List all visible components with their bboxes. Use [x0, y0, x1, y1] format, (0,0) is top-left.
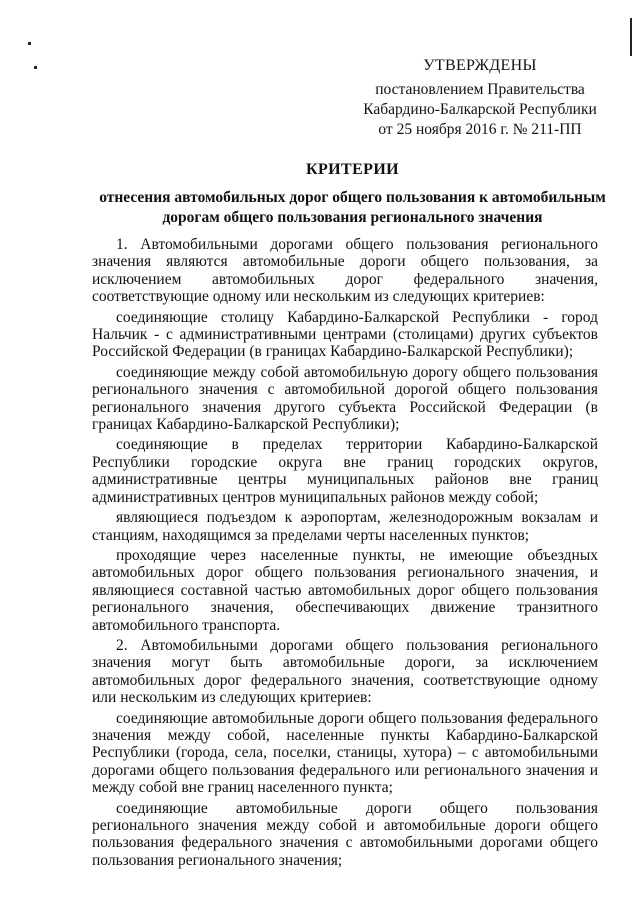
- scan-mark-second: [34, 66, 37, 69]
- document-body: [92, 236, 598, 869]
- approval-stamp: [350, 56, 610, 140]
- paragraph-5: являющиеся подъездом к аэропортам, железнодорожным вокзалам и станциям, находящимся за пределами черты населенных пунктов;: [92, 509, 598, 544]
- scan-edge-line: [630, 18, 632, 56]
- paragraph-4: соединяющие в пределах территории Кабардино-Балкарской Республики городские округа вне границ городских округов, административные центры муниципальных районов вне границ административных центров муниципальных районов между собой;: [92, 436, 598, 506]
- title-main: КРИТЕРИИ: [305, 161, 400, 178]
- approval-line-3: от 25 ноября 2016 г. № 211-ПП: [378, 121, 582, 138]
- paragraph-9: соединяющие автомобильные дороги общего пользования регионального значения между собой и автомобильные дороги общего пользования федерального значения с автомобильными дорогами общего пользования регионального значения;: [92, 799, 598, 869]
- title-sub-2: дорогам общего пользования регионального значения: [162, 209, 543, 226]
- title-sub-1: отнесения автомобильных дорог общего пользования к автомобильным: [99, 189, 606, 206]
- scan-mark-top: [28, 42, 31, 45]
- paragraph-3: соединяющие между собой автомобильную дорогу общего пользования регионального значения с автомобильной дорогой общего пользования регионального значения другого субъекта Российской Федерации (в границах Кабардино-Балкарской Республики);: [92, 363, 598, 434]
- paragraph-8: соединяющие автомобильные дороги общего пользования федерального значения между собой, населенные пункты Кабардино-Балкарской Республики (города, села, поселки, станицы, хутора) – с автомобильными дорогами общего пользования федерального или регионального значения и между собой вне границ населенного пункта;: [92, 709, 598, 797]
- document-title: [80, 160, 625, 228]
- approval-line-2: Кабардино-Балкарской Республики: [363, 101, 597, 118]
- paragraph-2: соединяющие столицу Кабардино-Балкарской Республики - город Нальчик - с административными центрами (столицами) других субъектов Российской Федерации (в границах Кабардино-Балкарской Республики);: [92, 308, 598, 361]
- paragraph-6: проходящие через населенные пункты, не имеющие объездных автомобильных дорог общего пользования регионального значения, и являющиеся составной частью автомобильных дорог общего пользования регионального значения, обеспечивающих движение транзитного автомобильного транспорта.: [92, 546, 598, 634]
- paragraph-7: 2. Автомобильными дорогами общего пользования регионального значения могут быть автомобильные дороги, за исключением автомобильных дорог федерального значения, соответствующие одному или нескольким из следующих критериев:: [92, 636, 598, 707]
- approval-line-1: постановлением Правительства: [375, 81, 585, 98]
- approval-heading: УТВЕРЖДЕНЫ: [423, 57, 537, 74]
- paragraph-1: 1. Автомобильными дорогами общего пользования регионального значения являются автомобильные дороги общего пользования, за исключением автомобильных дорог федерального значения, соответствующие одному или нескольким из следующих критериев:: [92, 236, 598, 306]
